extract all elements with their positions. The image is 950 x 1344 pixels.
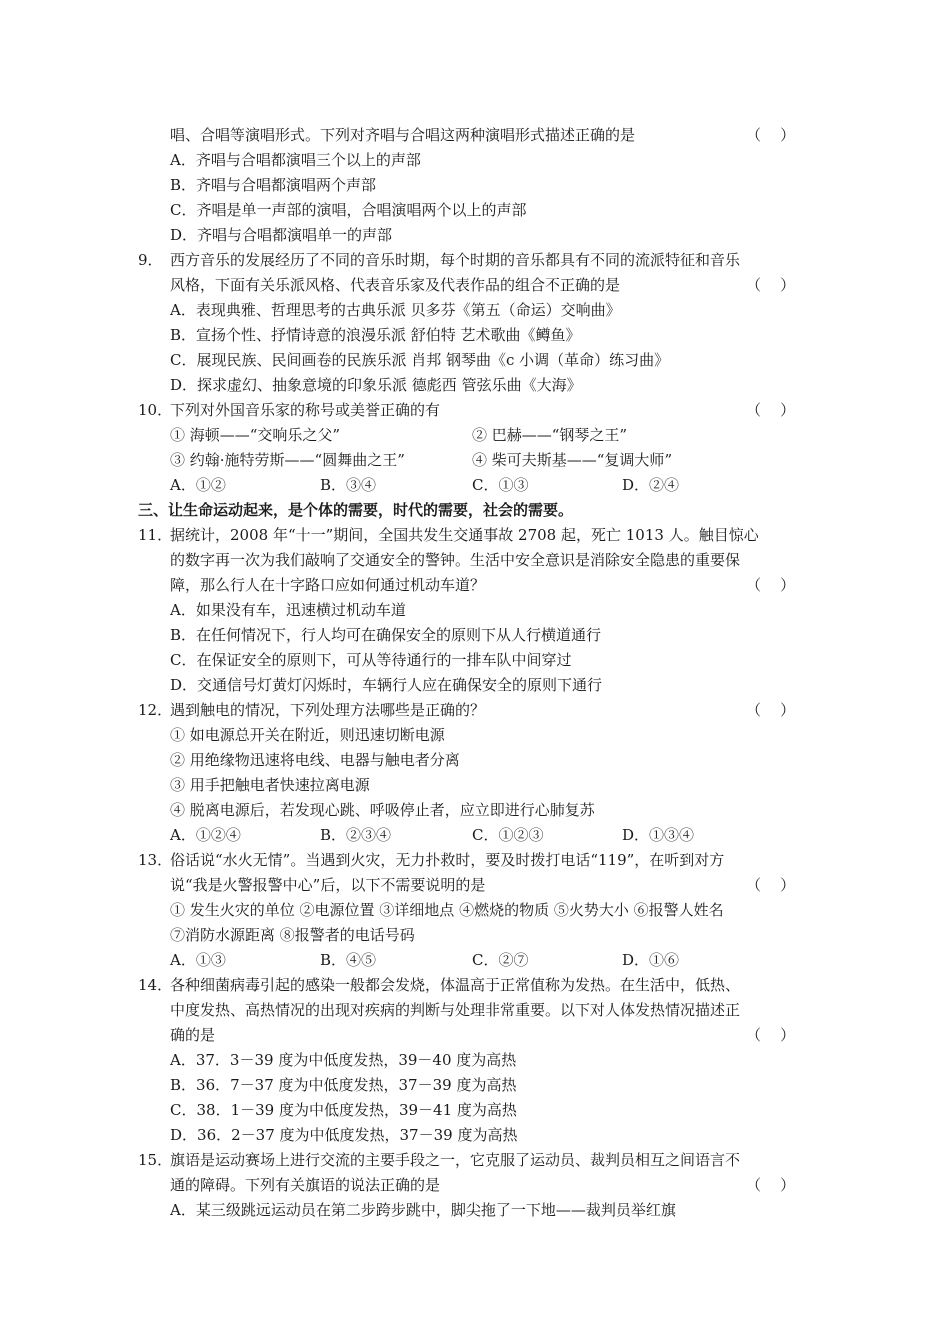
q14-answer-paren: （ ） <box>746 1026 796 1044</box>
q15-stem-line-2: 通的障碍。下列有关旗语的说法正确的是 <box>170 1176 441 1194</box>
q9-stem-line-1: 西方音乐的发展经历了不同的音乐时期，每个时期的音乐都具有不同的流派特征和音乐 <box>170 251 741 269</box>
q8-option-d: D．齐唱与合唱都演唱单一的声部 <box>170 226 393 244</box>
q14-stem-line-2: 中度发热、高热情况的出现对疾病的判断与处理非常重要。以下对人体发热情况描述正 <box>170 1001 741 1019</box>
q12-number: 12． <box>138 701 173 719</box>
q11-number: 11． <box>138 526 173 544</box>
q10-item-1: ① 海顿——“交响乐之父” <box>170 426 341 444</box>
q12-option-b: B．②③④ <box>320 826 392 844</box>
q13-stem-line-2: 说“我是火警报警中心”后，以下不需要说明的是 <box>170 876 486 894</box>
q15-option-a: A．某三级跳远运动员在第二步跨步跳中，脚尖拖了一下地——裁判员举红旗 <box>170 1201 676 1219</box>
q10-option-b: B．③④ <box>320 476 377 494</box>
q12-item-3: ③ 用手把触电者快速拉离电源 <box>170 776 370 794</box>
q8-option-c: C．齐唱是单一声部的演唱，合唱演唱两个以上的声部 <box>170 201 527 219</box>
q9-option-d: D．探求虚幻、抽象意境的印象乐派 德彪西 管弦乐曲《大海》 <box>170 376 582 394</box>
q8-option-a: A．齐唱与合唱都演唱三个以上的声部 <box>170 151 421 169</box>
q12-option-a: A．①②④ <box>170 826 241 844</box>
q11-option-c: C．在保证安全的原则下，可从等待通行的一排车队中间穿过 <box>170 651 572 669</box>
q12-stem: 遇到触电的情况，下列处理方法哪些是正确的？ <box>170 701 486 719</box>
q12-option-d: D．①③④ <box>622 826 695 844</box>
q10-item-2: ② 巴赫——“钢琴之王” <box>472 426 628 444</box>
q10-option-d: D．②④ <box>622 476 680 494</box>
q9-answer-paren: （ ） <box>746 276 796 294</box>
q13-option-c: C．②⑦ <box>472 951 529 969</box>
q14-option-a: A．37．3－39 度为中低度发热，39－40 度为高热 <box>170 1051 517 1069</box>
q12-option-c: C．①②③ <box>472 826 544 844</box>
q12-answer-paren: （ ） <box>746 701 796 719</box>
q9-stem-line-2: 风格，下面有关乐派风格、代表音乐家及代表作品的组合不正确的是 <box>170 276 621 294</box>
q9-option-b: B．宣扬个性、抒情诗意的浪漫乐派 舒伯特 艺术歌曲《鳟鱼》 <box>170 326 581 344</box>
q14-stem-line-1: 各种细菌病毒引起的感染一般都会发烧，体温高于正常值称为发热。在生活中，低热、 <box>170 976 741 994</box>
q13-option-a: A．①③ <box>170 951 226 969</box>
q15-number: 15． <box>138 1151 173 1169</box>
q11-answer-paren: （ ） <box>746 576 796 594</box>
q14-stem-line-3: 确的是 <box>170 1026 216 1044</box>
q13-stem-line-1: 俗话说“水火无情”。当遇到火灾，无力扑救时，要及时拨打电话“119”，在听到对方 <box>170 851 725 869</box>
q11-stem-line-3: 障，那么行人在十字路口应如何通过机动车道？ <box>170 576 486 594</box>
q10-answer-paren: （ ） <box>746 401 796 419</box>
q13-answer-paren: （ ） <box>746 876 796 894</box>
q14-option-b: B．36．7－37 度为中低度发热，37－39 度为高热 <box>170 1076 517 1094</box>
q11-option-b: B．在任何情况下，行人均可在确保安全的原则下从人行横道通行 <box>170 626 602 644</box>
q15-stem-line-1: 旗语是运动赛场上进行交流的主要手段之一，它克服了运动员、裁判员相互之间语言不 <box>170 1151 741 1169</box>
q13-items-line-2: ⑦消防水源距离 ⑧报警者的电话号码 <box>170 926 415 944</box>
q14-option-c: C．38．1－39 度为中低度发热，39－41 度为高热 <box>170 1101 517 1119</box>
q8-option-b: B．齐唱与合唱都演唱两个声部 <box>170 176 377 194</box>
q14-option-d: D．36．2－37 度为中低度发热，37－39 度为高热 <box>170 1126 518 1144</box>
section-3-heading: 三、让生命运动起来，是个体的需要，时代的需要，社会的需要。 <box>138 501 574 519</box>
q10-option-c: C．①③ <box>472 476 529 494</box>
q8-stem-line: 唱、合唱等演唱形式。下列对齐唱与合唱这两种演唱形式描述正确的是 <box>170 126 636 144</box>
q11-option-d: D．交通信号灯黄灯闪烁时，车辆行人应在确保安全的原则下通行 <box>170 676 603 694</box>
q11-stem-line-1: 据统计，2008 年“十一”期间，全国共发生交通事故 2708 起，死亡 1013 人。触目惊心 <box>170 526 759 544</box>
q10-item-4: ④ 柴可夫斯基——“复调大师” <box>472 451 673 469</box>
q12-item-4: ④ 脱离电源后，若发现心跳、呼吸停止者，应立即进行心肺复苏 <box>170 801 595 819</box>
q11-option-a: A．如果没有车，迅速横过机动车道 <box>170 601 406 619</box>
q13-items-line-1: ① 发生火灾的单位 ②电源位置 ③详细地点 ④燃烧的物质 ⑤火势大小 ⑥报警人姓名 <box>170 901 724 919</box>
q8-answer-paren: （ ） <box>746 126 796 144</box>
q13-option-d: D．①⑥ <box>622 951 680 969</box>
q12-item-1: ① 如电源总开关在附近，则迅速切断电源 <box>170 726 445 744</box>
q10-item-3: ③ 约翰·施特劳斯——“圆舞曲之王” <box>170 451 405 469</box>
q9-option-a: A．表现典雅、哲理思考的古典乐派 贝多芬《第五（命运）交响曲》 <box>170 301 621 319</box>
q13-number: 13． <box>138 851 173 869</box>
q15-answer-paren: （ ） <box>746 1176 796 1194</box>
q10-number: 10． <box>138 401 173 419</box>
q10-option-a: A．①② <box>170 476 226 494</box>
q14-number: 14． <box>138 976 173 994</box>
q13-option-b: B．④⑤ <box>320 951 377 969</box>
q11-stem-line-2: 的数字再一次为我们敲响了交通安全的警钟。生活中安全意识是消除安全隐患的重要保 <box>170 551 741 569</box>
q10-stem: 下列对外国音乐家的称号或美誉正确的有 <box>170 401 441 419</box>
q12-item-2: ② 用绝缘物迅速将电线、电器与触电者分离 <box>170 751 460 769</box>
q9-option-c: C．展现民族、民间画卷的民族乐派 肖邦 钢琴曲《c 小调（革命）练习曲》 <box>170 351 670 369</box>
q9-number: 9． <box>138 251 163 269</box>
